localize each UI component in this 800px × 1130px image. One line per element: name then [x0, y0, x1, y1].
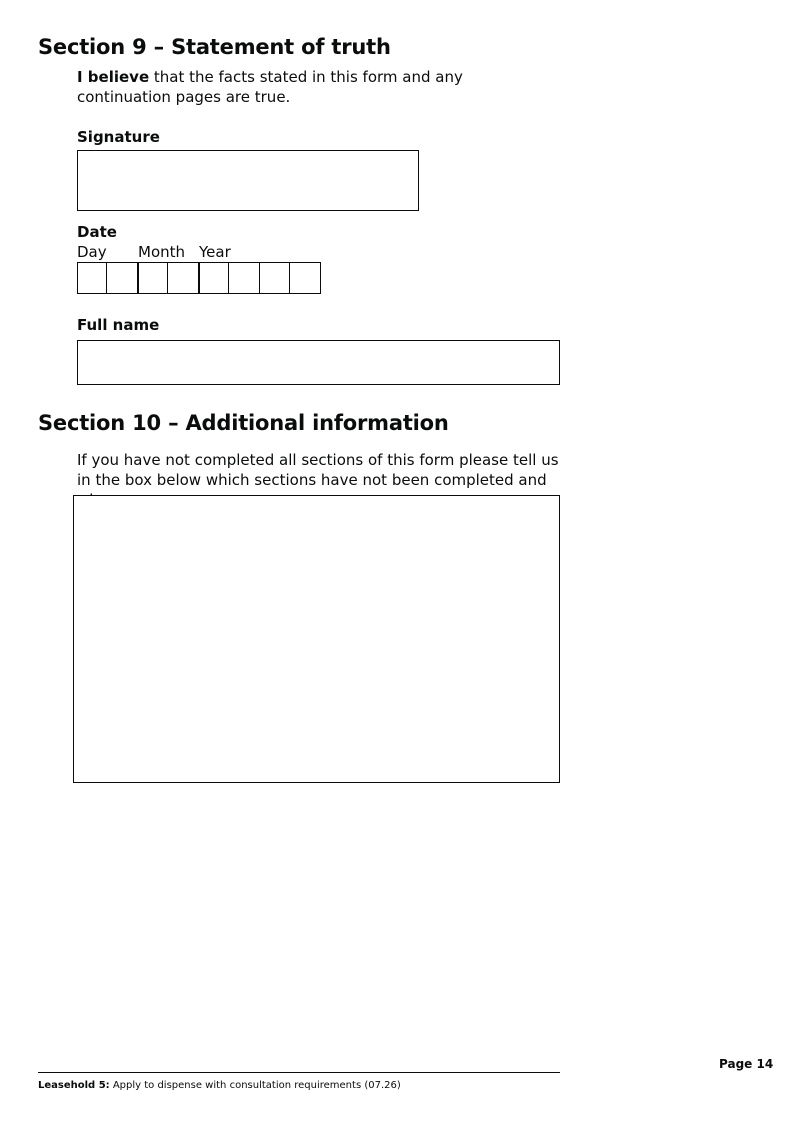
footer-form-description: Apply to dispense with consultation requirements (07.26)	[109, 1080, 401, 1091]
footer-divider	[38, 1072, 560, 1073]
statement-of-truth-text	[77, 67, 557, 107]
full-name-field[interactable]	[77, 340, 560, 385]
day-digit-1-field[interactable]	[77, 262, 107, 294]
additional-information-instructions: If you have not completed all sections of this form please tell us in the box below which sections have not been completed and	[77, 451, 559, 489]
page-number: Page 14	[719, 1057, 774, 1071]
year-digit-3-field[interactable]	[260, 262, 291, 294]
month-label: Month	[138, 243, 186, 261]
date-label: Date	[77, 223, 117, 241]
belief-body-text: that the facts stated in this form and any continuation pages are true.	[77, 68, 463, 106]
month-digit-1-field[interactable]	[138, 262, 169, 294]
section-10-heading: Section 10 – Additional information	[38, 411, 449, 435]
additional-information-field[interactable]	[73, 495, 560, 783]
year-digit-2-field[interactable]	[229, 262, 260, 294]
day-label: Day	[77, 243, 107, 261]
full-name-label: Full name	[77, 316, 160, 334]
date-input-group	[77, 262, 321, 294]
belief-bold-text: I believe	[77, 68, 150, 86]
section-9-heading: Section 9 – Statement of truth	[38, 35, 391, 59]
year-label: Year	[199, 243, 231, 261]
year-digit-1-field[interactable]	[199, 262, 230, 294]
year-digit-4-field[interactable]	[290, 262, 321, 294]
signature-label: Signature	[77, 128, 160, 146]
month-digit-2-field[interactable]	[168, 262, 199, 294]
day-digit-2-field[interactable]	[107, 262, 138, 294]
signature-field[interactable]	[77, 150, 419, 211]
footer-form-name: Leasehold 5:	[38, 1080, 110, 1091]
footer-form-title	[38, 1080, 401, 1091]
